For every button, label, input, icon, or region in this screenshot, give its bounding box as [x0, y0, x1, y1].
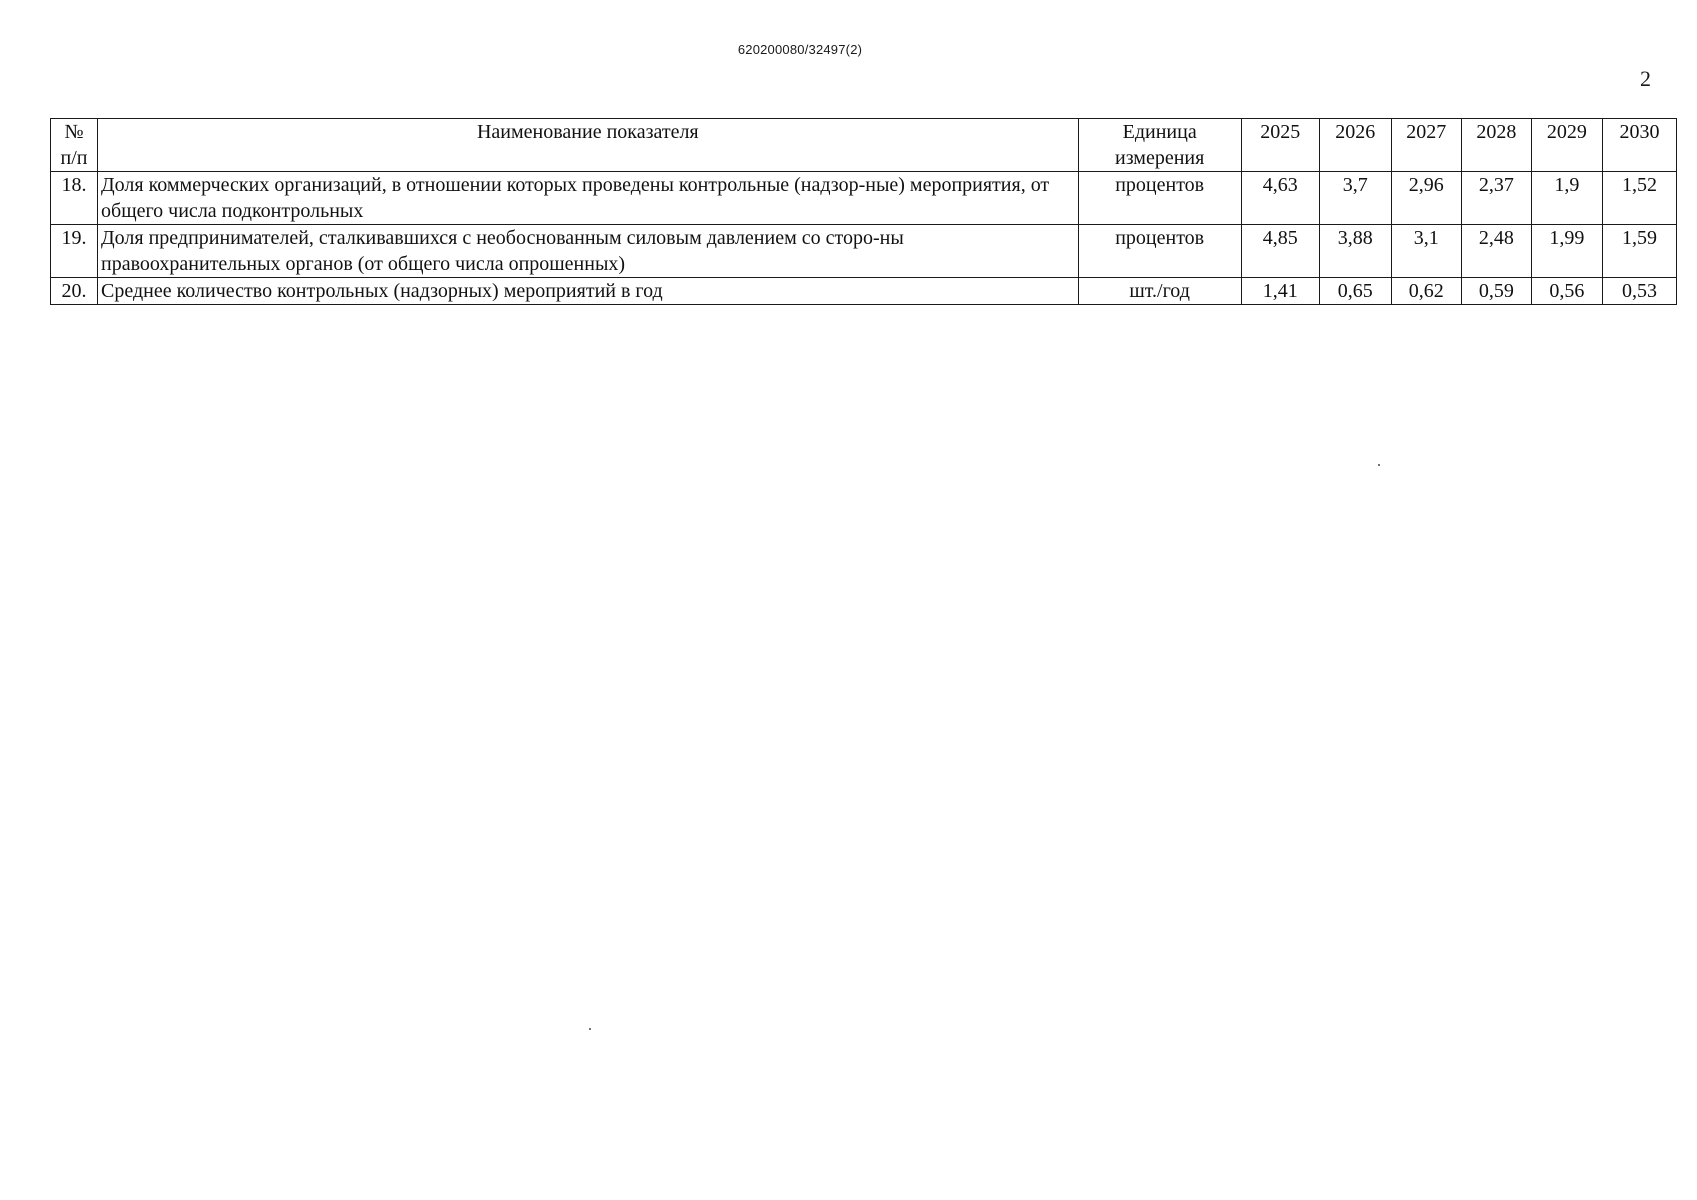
row-number: 20.: [51, 278, 98, 305]
document-id: 620200080/32497(2): [737, 42, 863, 57]
header-year-2026: 2026: [1319, 119, 1391, 172]
table-row: [51, 278, 1677, 305]
unit-cell: шт./год: [1078, 278, 1241, 305]
row-number: 19.: [51, 225, 98, 278]
scan-speck: [1378, 464, 1380, 466]
unit-cell: процентов: [1078, 225, 1241, 278]
value-2030: 1,52: [1602, 172, 1676, 225]
indicator-name: Доля предпринимателей, сталкивавшихся с необоснованным силовым давлением со сторо-ны правоохранительных органов (от общего числа опрошенных): [98, 225, 1079, 278]
value-2025: 4,85: [1241, 225, 1319, 278]
value-2027: 0,62: [1391, 278, 1461, 305]
indicators-table: [50, 118, 1677, 305]
table-row: [51, 172, 1677, 225]
header-year-2028: 2028: [1461, 119, 1531, 172]
value-2030: 1,59: [1602, 225, 1676, 278]
header-indicator-name: Наименование показателя: [98, 119, 1079, 172]
value-2028: 2,48: [1461, 225, 1531, 278]
scan-speck: [589, 1028, 591, 1030]
table-header-row: [51, 119, 1677, 172]
value-2029: 1,99: [1531, 225, 1602, 278]
value-2026: 0,65: [1319, 278, 1391, 305]
value-2028: 2,37: [1461, 172, 1531, 225]
value-2030: 0,53: [1602, 278, 1676, 305]
indicator-name: Среднее количество контрольных (надзорных) мероприятий в год: [98, 278, 1079, 305]
value-2025: 1,41: [1241, 278, 1319, 305]
header-year-2027: 2027: [1391, 119, 1461, 172]
value-2029: 0,56: [1531, 278, 1602, 305]
value-2028: 0,59: [1461, 278, 1531, 305]
page-number: 2: [1640, 66, 1651, 91]
value-2026: 3,88: [1319, 225, 1391, 278]
value-2027: 2,96: [1391, 172, 1461, 225]
value-2025: 4,63: [1241, 172, 1319, 225]
header-year-2030: 2030: [1602, 119, 1676, 172]
value-2026: 3,7: [1319, 172, 1391, 225]
header-year-2025: 2025: [1241, 119, 1319, 172]
header-unit: Единица измерения: [1078, 119, 1241, 172]
table-row: [51, 225, 1677, 278]
indicator-name: Доля коммерческих организаций, в отношении которых проведены контрольные (надзор-ные) мероприятия, от общего числа подконтрольных: [98, 172, 1079, 225]
header-year-2029: 2029: [1531, 119, 1602, 172]
value-2027: 3,1: [1391, 225, 1461, 278]
value-2029: 1,9: [1531, 172, 1602, 225]
unit-cell: процентов: [1078, 172, 1241, 225]
row-number: 18.: [51, 172, 98, 225]
header-number: № п/п: [51, 119, 98, 172]
